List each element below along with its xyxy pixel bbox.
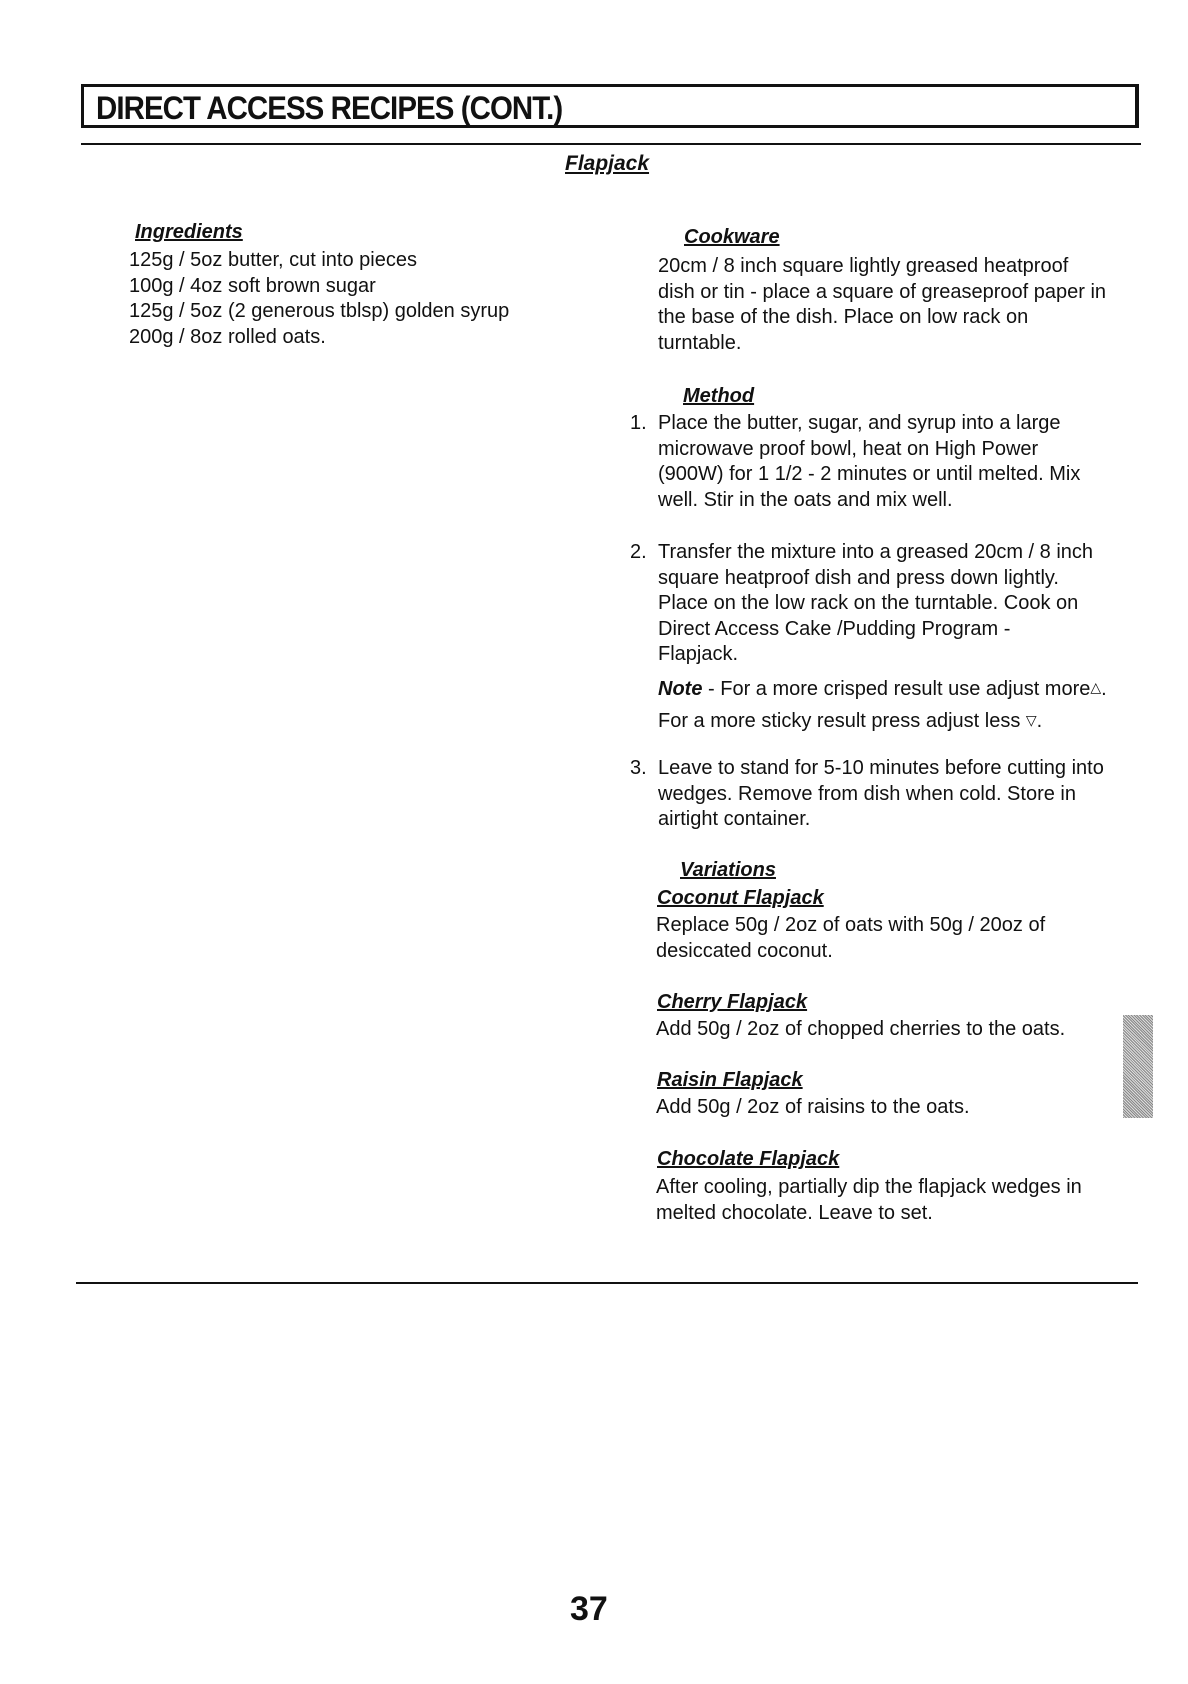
adjust-less-icon: ▽	[1025, 711, 1037, 728]
ingredients-heading: Ingredients	[135, 221, 243, 243]
step-number: 3.	[630, 757, 647, 779]
section-title-box	[81, 84, 1139, 128]
step-line: microwave proof bowl, heat on High Power	[658, 437, 1039, 460]
page-number: 37	[570, 1590, 608, 1628]
step-line: Transfer the mixture into a greased 20cm / 8 inch	[658, 541, 1094, 563]
variation-title: Chocolate Flapjack	[657, 1148, 840, 1170]
cookware-heading: Cookware	[684, 226, 780, 248]
variation-title: Coconut Flapjack	[657, 887, 824, 909]
adjust-more-icon: △	[1090, 679, 1102, 695]
method-heading: Method	[683, 385, 755, 407]
variation-text	[656, 1017, 1065, 1043]
header-rule	[81, 143, 1141, 145]
step-line: Place the butter, sugar, and syrup into a large	[658, 412, 1061, 434]
cookware-line: 20cm / 8 inch square lightly greased heatproof	[658, 255, 1069, 277]
note-period: .	[1101, 678, 1107, 700]
section-tab-marker	[1123, 1015, 1153, 1118]
ingredient-item: 125g / 5oz butter, cut into pieces	[129, 249, 417, 271]
variation-line: desiccated coconut.	[656, 939, 833, 962]
variation-title: Cherry Flapjack	[657, 991, 808, 1013]
variation-line: After cooling, partially dip the flapjack wedges in	[656, 1176, 1082, 1198]
ingredient-item: 125g / 5oz (2 generous tblsp) golden syrup	[129, 300, 510, 322]
variation-text	[656, 913, 1045, 964]
note-text: For a more sticky result press adjust less	[658, 709, 1026, 732]
method-note	[658, 675, 1107, 734]
step-number: 2.	[630, 541, 647, 563]
variation-text	[656, 1095, 970, 1121]
step-line: Place on the low rack on the turntable. Cook on	[658, 592, 1079, 614]
variation-line: Add 50g / 2oz of raisins to the oats.	[656, 1096, 970, 1118]
variation-title: Raisin Flapjack	[657, 1069, 803, 1091]
step-number: 1.	[630, 412, 647, 434]
recipe-title: Flapjack	[565, 152, 650, 175]
section-title: DIRECT ACCESS RECIPES (CONT.)	[96, 90, 563, 126]
variation-line: Replace 50g / 2oz of oats with 50g / 20oz of	[656, 914, 1046, 936]
cookware-line: the base of the dish. Place on low rack on	[658, 306, 1029, 328]
step-line: Leave to stand for 5-10 minutes before cutting into	[658, 757, 1104, 779]
step-line: square heatproof dish and press down lightly.	[658, 566, 1059, 589]
step-line: Direct Access Cake /Pudding Program -	[658, 617, 1011, 640]
step-line: (900W) for 1 1/2 - 2 minutes or until melted. Mix	[658, 463, 1081, 485]
cookware-line: turntable.	[658, 331, 742, 354]
note-label: Note	[658, 678, 703, 700]
variation-line: melted chocolate. Leave to set.	[656, 1201, 933, 1224]
cookware-text	[658, 254, 1106, 356]
cookware-line: dish or tin - place a square of greaseproof paper in	[658, 280, 1107, 303]
ingredient-item: 200g / 8oz rolled oats.	[129, 325, 326, 348]
step-line: well. Stir in the oats and mix well.	[658, 488, 953, 511]
step-line: Flapjack.	[658, 643, 739, 665]
note-period: .	[1036, 709, 1043, 732]
footer-rule	[76, 1282, 1138, 1284]
step-line: wedges. Remove from dish when cold. Store in	[658, 782, 1076, 805]
variation-text	[656, 1175, 1082, 1226]
ingredient-item: 100g / 4oz soft brown sugar	[129, 274, 376, 297]
variation-line: Add 50g / 2oz of chopped cherries to the oats.	[656, 1018, 1066, 1040]
step-line: airtight container.	[658, 808, 811, 830]
ingredients-list	[129, 248, 509, 350]
note-text: - For a more crisped result use adjust more	[702, 678, 1091, 700]
variations-heading: Variations	[680, 859, 776, 881]
